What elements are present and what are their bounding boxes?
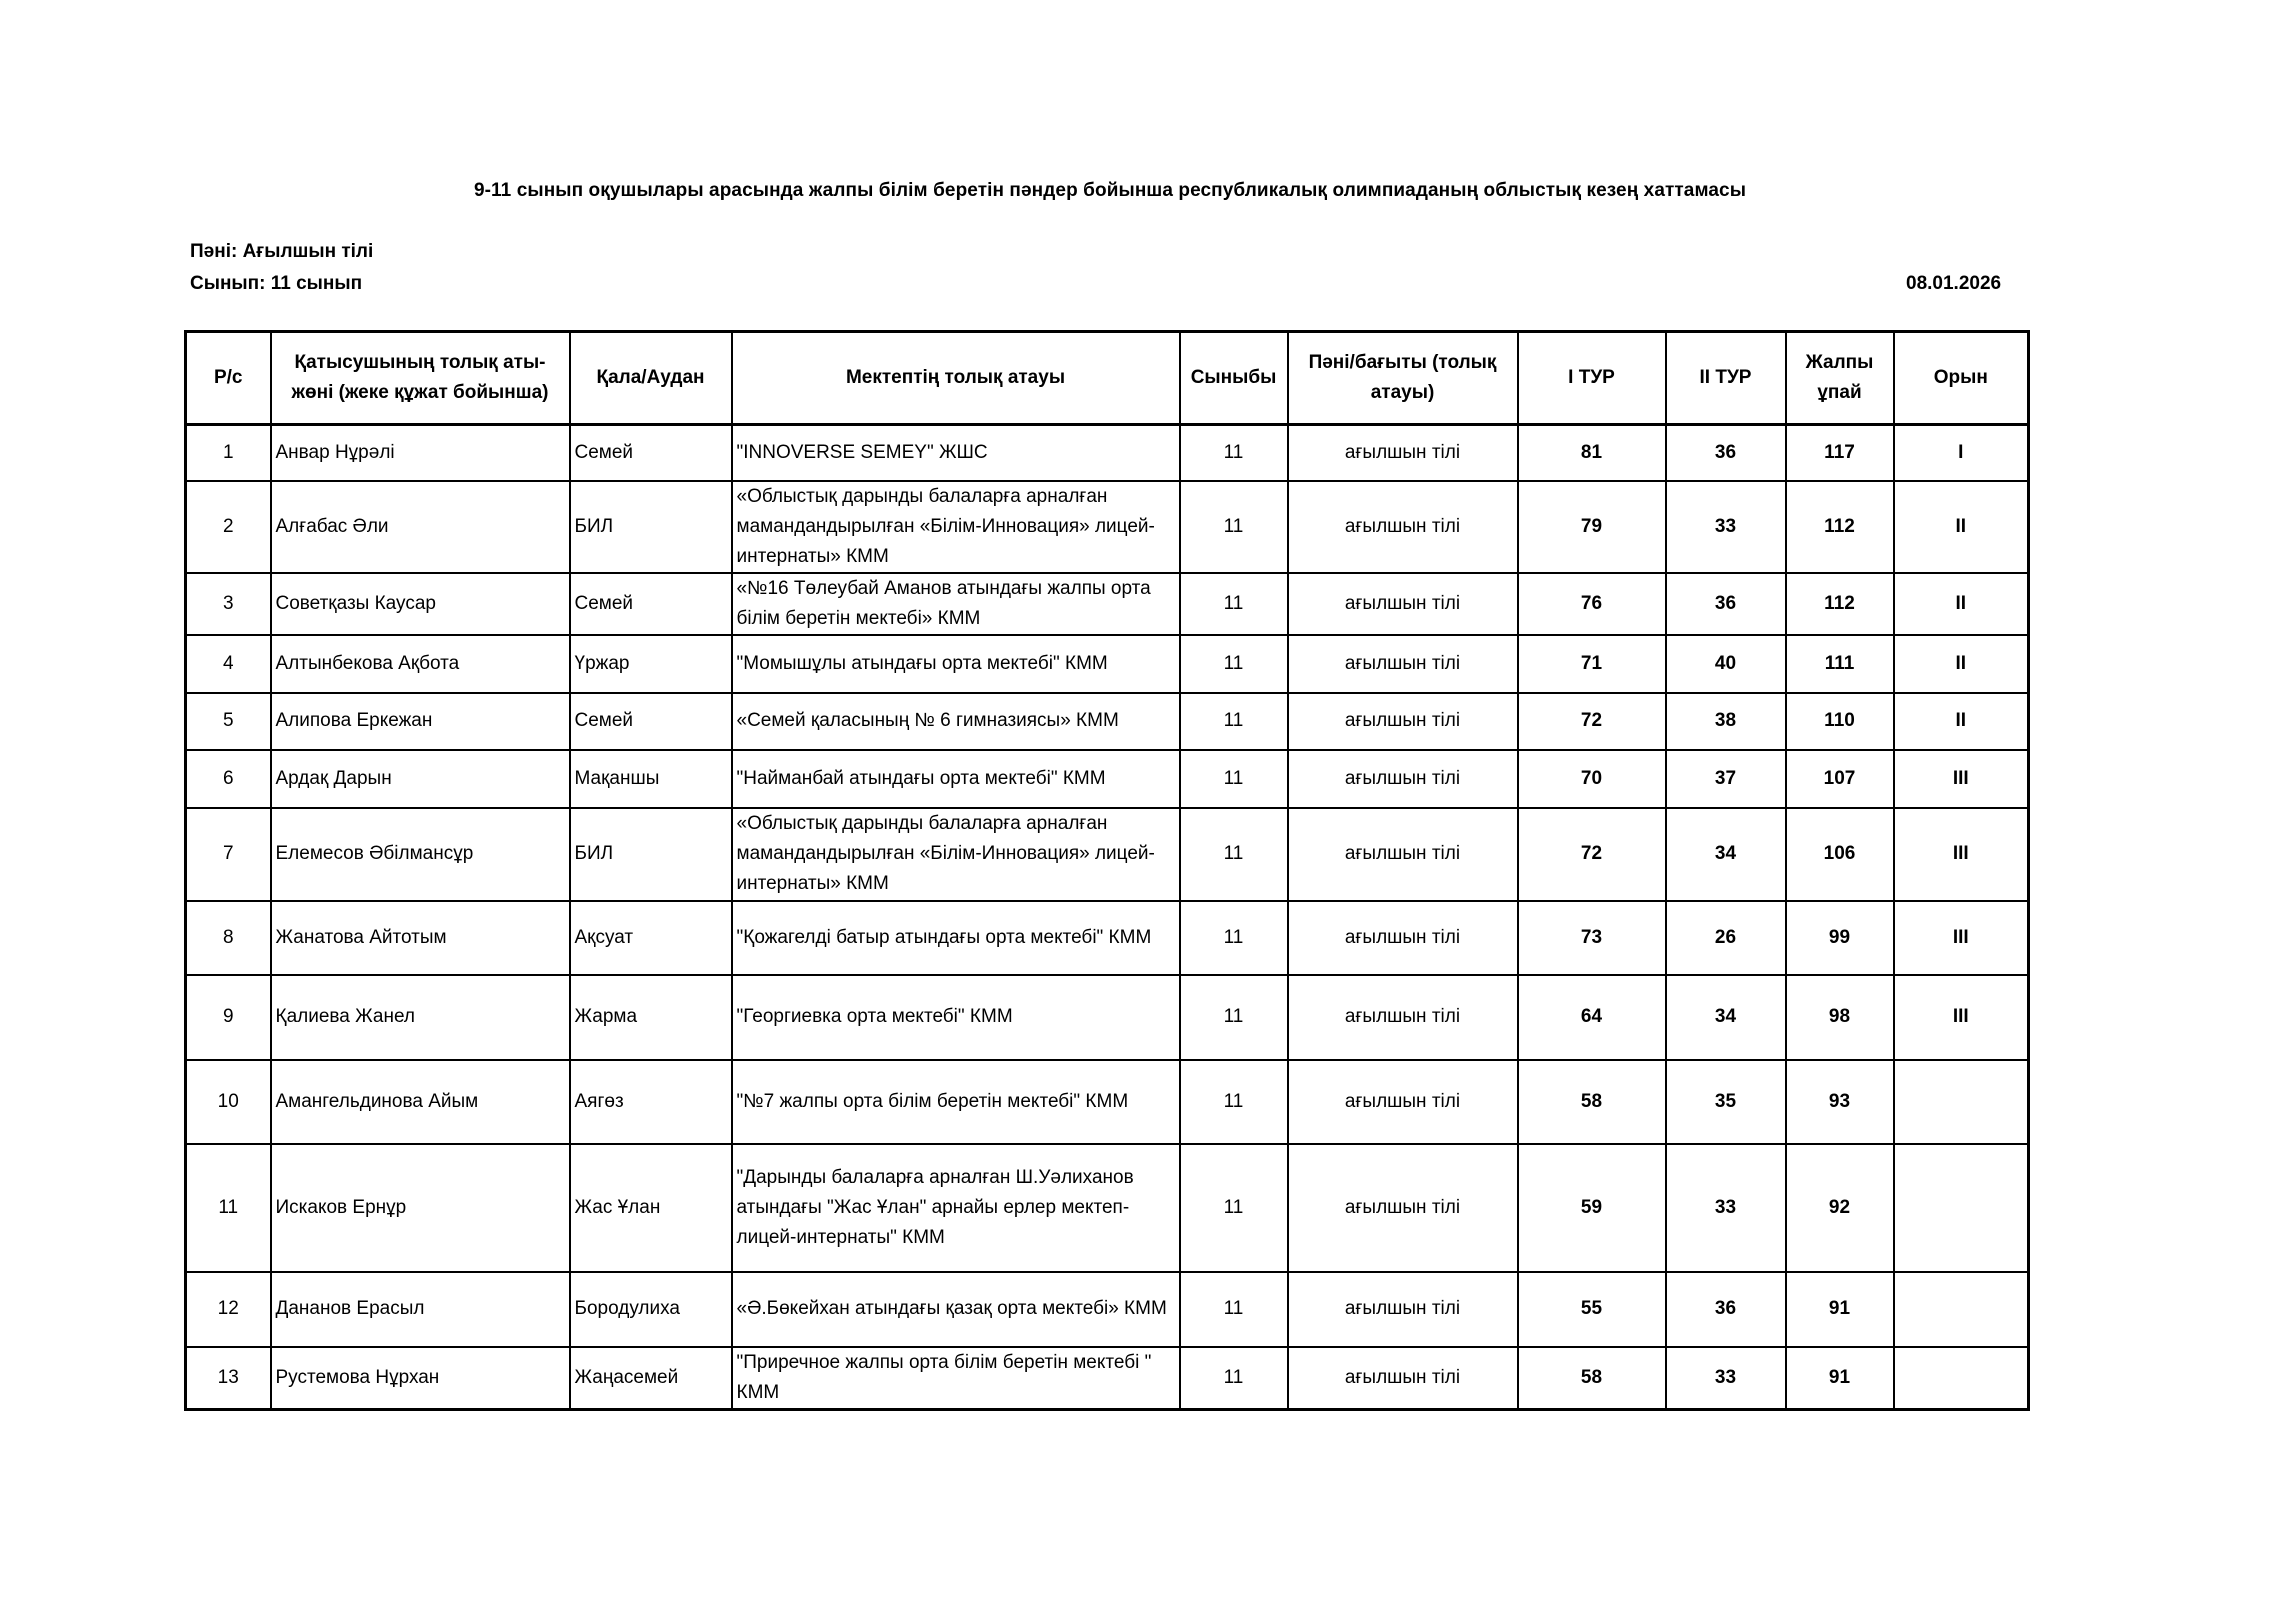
school-name-cell: "Приречное жалпы орта білім беретін мектебі " КММ bbox=[732, 1347, 1180, 1410]
grade-cell: 11 bbox=[1180, 808, 1288, 901]
col-header-name: Қатысушының толық аты-жөні (жеке құжат бойынша) bbox=[271, 332, 570, 425]
total-score-cell: 110 bbox=[1786, 693, 1894, 750]
city-district-cell: Семей bbox=[570, 573, 732, 635]
round2-score-cell: 33 bbox=[1666, 1144, 1786, 1272]
school-name-cell: «Семей қаласының № 6 гимназиясы» КММ bbox=[732, 693, 1180, 750]
row-number-cell: 4 bbox=[186, 635, 271, 693]
col-header-total: Жалпы ұпай bbox=[1786, 332, 1894, 425]
grade-cell: 11 bbox=[1180, 901, 1288, 975]
subject-cell: ағылшын тілі bbox=[1288, 425, 1518, 481]
school-name-cell: "INNOVERSE SEMEY" ЖШС bbox=[732, 425, 1180, 481]
grade-line: Сынып: 11 сынып bbox=[190, 273, 363, 294]
grade-cell: 11 bbox=[1180, 573, 1288, 635]
subject-line: Пәні: Ағылшын тілі bbox=[190, 241, 374, 262]
table-row bbox=[186, 481, 2029, 573]
round1-score-cell: 72 bbox=[1518, 693, 1666, 750]
round2-score-cell: 36 bbox=[1666, 425, 1786, 481]
round1-score-cell: 58 bbox=[1518, 1060, 1666, 1144]
participant-name-cell: Елемесов Әбілмансұр bbox=[271, 808, 570, 901]
place-cell: III bbox=[1894, 750, 2029, 808]
city-district-cell: БИЛ bbox=[570, 481, 732, 573]
table-row bbox=[186, 975, 2029, 1060]
document-title: 9-11 сынып оқушылары арасында жалпы білім беретін пәндер бойынша республикалық олимпиаданың облыстық кезең хаттамасы bbox=[473, 180, 1747, 201]
subject-cell: ағылшын тілі bbox=[1288, 808, 1518, 901]
total-score-cell: 92 bbox=[1786, 1144, 1894, 1272]
subject-cell: ағылшын тілі bbox=[1288, 481, 1518, 573]
col-header-round1: I ТУР bbox=[1518, 332, 1666, 425]
table-row bbox=[186, 635, 2029, 693]
row-number-cell: 6 bbox=[186, 750, 271, 808]
subject-cell: ағылшын тілі bbox=[1288, 1347, 1518, 1410]
row-number-cell: 12 bbox=[186, 1272, 271, 1347]
round2-score-cell: 26 bbox=[1666, 901, 1786, 975]
col-header-round2: II ТУР bbox=[1666, 332, 1786, 425]
participant-name-cell: Искаков Ернұр bbox=[271, 1144, 570, 1272]
participant-name-cell: Алғабас Әли bbox=[271, 481, 570, 573]
round2-score-cell: 35 bbox=[1666, 1060, 1786, 1144]
subject-cell: ағылшын тілі bbox=[1288, 1060, 1518, 1144]
participant-name-cell: Жанатова Айтотым bbox=[271, 901, 570, 975]
participant-name-cell: Алтынбекова Ақбота bbox=[271, 635, 570, 693]
round1-score-cell: 76 bbox=[1518, 573, 1666, 635]
city-district-cell: Ақсуат bbox=[570, 901, 732, 975]
table-row bbox=[186, 1347, 2029, 1410]
round2-score-cell: 40 bbox=[1666, 635, 1786, 693]
place-cell: III bbox=[1894, 901, 2029, 975]
place-cell: III bbox=[1894, 975, 2029, 1060]
round2-score-cell: 33 bbox=[1666, 481, 1786, 573]
place-cell: II bbox=[1894, 693, 2029, 750]
table-row bbox=[186, 573, 2029, 635]
grade-cell: 11 bbox=[1180, 975, 1288, 1060]
place-cell: II bbox=[1894, 635, 2029, 693]
round2-score-cell: 36 bbox=[1666, 573, 1786, 635]
subject-cell: ағылшын тілі bbox=[1288, 1272, 1518, 1347]
city-district-cell: Мақаншы bbox=[570, 750, 732, 808]
school-name-cell: "Қожагелді батыр атындағы орта мектебі" КММ bbox=[732, 901, 1180, 975]
round1-score-cell: 71 bbox=[1518, 635, 1666, 693]
table-row bbox=[186, 1144, 2029, 1272]
school-name-cell: "Момышұлы атындағы орта мектебі" КММ bbox=[732, 635, 1180, 693]
col-header-school: Мектептің толық атауы bbox=[732, 332, 1180, 425]
subject-cell: ағылшын тілі bbox=[1288, 975, 1518, 1060]
school-name-cell: "№7 жалпы орта білім беретін мектебі" КММ bbox=[732, 1060, 1180, 1144]
row-number-cell: 11 bbox=[186, 1144, 271, 1272]
row-number-cell: 5 bbox=[186, 693, 271, 750]
round2-score-cell: 37 bbox=[1666, 750, 1786, 808]
place-cell: III bbox=[1894, 808, 2029, 901]
grade-cell: 11 bbox=[1180, 1144, 1288, 1272]
total-score-cell: 117 bbox=[1786, 425, 1894, 481]
school-name-cell: "Георгиевка орта мектебі" КММ bbox=[732, 975, 1180, 1060]
row-number-cell: 13 bbox=[186, 1347, 271, 1410]
table-row bbox=[186, 693, 2029, 750]
subject-cell: ағылшын тілі bbox=[1288, 901, 1518, 975]
school-name-cell: «№16 Төлеубай Аманов атындағы жалпы орта білім беретін мектебі» КММ bbox=[732, 573, 1180, 635]
col-header-num: Р/с bbox=[186, 332, 271, 425]
grade-cell: 11 bbox=[1180, 1272, 1288, 1347]
table-row bbox=[186, 425, 2029, 481]
grade-cell: 11 bbox=[1180, 635, 1288, 693]
school-name-cell: "Дарынды балаларға арналған Ш.Уәлиханов атындағы "Жас Ұлан" арнайы ерлер мектеп- лицей-интернаты" КММ bbox=[732, 1144, 1180, 1272]
grade-cell: 11 bbox=[1180, 1060, 1288, 1144]
place-cell: II bbox=[1894, 573, 2029, 635]
place-cell bbox=[1894, 1272, 2029, 1347]
round1-score-cell: 55 bbox=[1518, 1272, 1666, 1347]
city-district-cell: Семей bbox=[570, 425, 732, 481]
grade-cell: 11 bbox=[1180, 693, 1288, 750]
total-score-cell: 91 bbox=[1786, 1272, 1894, 1347]
school-name-cell: «Облыстық дарынды балаларға арналған мамандандырылған «Білім-Инновация» лицей-интернаты» КММ bbox=[732, 481, 1180, 573]
results-table bbox=[184, 330, 2030, 1411]
round2-score-cell: 34 bbox=[1666, 808, 1786, 901]
round2-score-cell: 33 bbox=[1666, 1347, 1786, 1410]
row-number-cell: 9 bbox=[186, 975, 271, 1060]
city-district-cell: БИЛ bbox=[570, 808, 732, 901]
table-row bbox=[186, 808, 2029, 901]
participant-name-cell: Қалиева Жанел bbox=[271, 975, 570, 1060]
col-header-place: Орын bbox=[1894, 332, 2029, 425]
total-score-cell: 106 bbox=[1786, 808, 1894, 901]
round1-score-cell: 70 bbox=[1518, 750, 1666, 808]
grade-cell: 11 bbox=[1180, 1347, 1288, 1410]
participant-name-cell: Рустемова Нұрхан bbox=[271, 1347, 570, 1410]
table-row bbox=[186, 1060, 2029, 1144]
total-score-cell: 91 bbox=[1786, 1347, 1894, 1410]
round2-score-cell: 34 bbox=[1666, 975, 1786, 1060]
round1-score-cell: 79 bbox=[1518, 481, 1666, 573]
place-cell bbox=[1894, 1144, 2029, 1272]
school-name-cell: «Облыстық дарынды балаларға арналған мамандандырылған «Білім-Инновация» лицей-интернаты» КММ bbox=[732, 808, 1180, 901]
city-district-cell: Семей bbox=[570, 693, 732, 750]
table-row bbox=[186, 750, 2029, 808]
city-district-cell: Жас Ұлан bbox=[570, 1144, 732, 1272]
city-district-cell: Аягөз bbox=[570, 1060, 732, 1144]
grade-cell: 11 bbox=[1180, 750, 1288, 808]
document-date: 08.01.2026 bbox=[1906, 273, 2002, 294]
row-number-cell: 2 bbox=[186, 481, 271, 573]
city-district-cell: Бородулиха bbox=[570, 1272, 732, 1347]
row-number-cell: 3 bbox=[186, 573, 271, 635]
subject-cell: ағылшын тілі bbox=[1288, 1144, 1518, 1272]
school-name-cell: «Ә.Бөкейхан атындағы қазақ орта мектебі» КММ bbox=[732, 1272, 1180, 1347]
round2-score-cell: 38 bbox=[1666, 693, 1786, 750]
round1-score-cell: 58 bbox=[1518, 1347, 1666, 1410]
col-header-city: Қала/Аудан bbox=[570, 332, 732, 425]
row-number-cell: 1 bbox=[186, 425, 271, 481]
place-cell bbox=[1894, 1347, 2029, 1410]
participant-name-cell: Советқазы Каусар bbox=[271, 573, 570, 635]
subject-cell: ағылшын тілі bbox=[1288, 635, 1518, 693]
col-header-grade: Сыныбы bbox=[1180, 332, 1288, 425]
participant-name-cell: Ардақ Дарын bbox=[271, 750, 570, 808]
participant-name-cell: Анвар Нұрәлі bbox=[271, 425, 570, 481]
total-score-cell: 112 bbox=[1786, 481, 1894, 573]
subject-cell: ағылшын тілі bbox=[1288, 573, 1518, 635]
participant-name-cell: Амангельдинова Айым bbox=[271, 1060, 570, 1144]
table-row bbox=[186, 901, 2029, 975]
grade-cell: 11 bbox=[1180, 425, 1288, 481]
round1-score-cell: 73 bbox=[1518, 901, 1666, 975]
round1-score-cell: 81 bbox=[1518, 425, 1666, 481]
school-name-cell: "Найманбай атындағы орта мектебі" КММ bbox=[732, 750, 1180, 808]
total-score-cell: 98 bbox=[1786, 975, 1894, 1060]
total-score-cell: 93 bbox=[1786, 1060, 1894, 1144]
place-cell bbox=[1894, 1060, 2029, 1144]
participant-name-cell: Дананов Ерасыл bbox=[271, 1272, 570, 1347]
city-district-cell: Жарма bbox=[570, 975, 732, 1060]
round1-score-cell: 72 bbox=[1518, 808, 1666, 901]
total-score-cell: 111 bbox=[1786, 635, 1894, 693]
subject-cell: ағылшын тілі bbox=[1288, 750, 1518, 808]
row-number-cell: 10 bbox=[186, 1060, 271, 1144]
row-number-cell: 7 bbox=[186, 808, 271, 901]
place-cell: II bbox=[1894, 481, 2029, 573]
total-score-cell: 107 bbox=[1786, 750, 1894, 808]
round2-score-cell: 36 bbox=[1666, 1272, 1786, 1347]
total-score-cell: 112 bbox=[1786, 573, 1894, 635]
col-header-subject: Пәні/бағыты (толық атауы) bbox=[1288, 332, 1518, 425]
round1-score-cell: 59 bbox=[1518, 1144, 1666, 1272]
subject-cell: ағылшын тілі bbox=[1288, 693, 1518, 750]
participant-name-cell: Алипова Еркежан bbox=[271, 693, 570, 750]
total-score-cell: 99 bbox=[1786, 901, 1894, 975]
place-cell: I bbox=[1894, 425, 2029, 481]
grade-cell: 11 bbox=[1180, 481, 1288, 573]
round1-score-cell: 64 bbox=[1518, 975, 1666, 1060]
row-number-cell: 8 bbox=[186, 901, 271, 975]
table-header-row bbox=[186, 332, 2029, 425]
table-row bbox=[186, 1272, 2029, 1347]
city-district-cell: Жаңасемей bbox=[570, 1347, 732, 1410]
city-district-cell: Үржар bbox=[570, 635, 732, 693]
